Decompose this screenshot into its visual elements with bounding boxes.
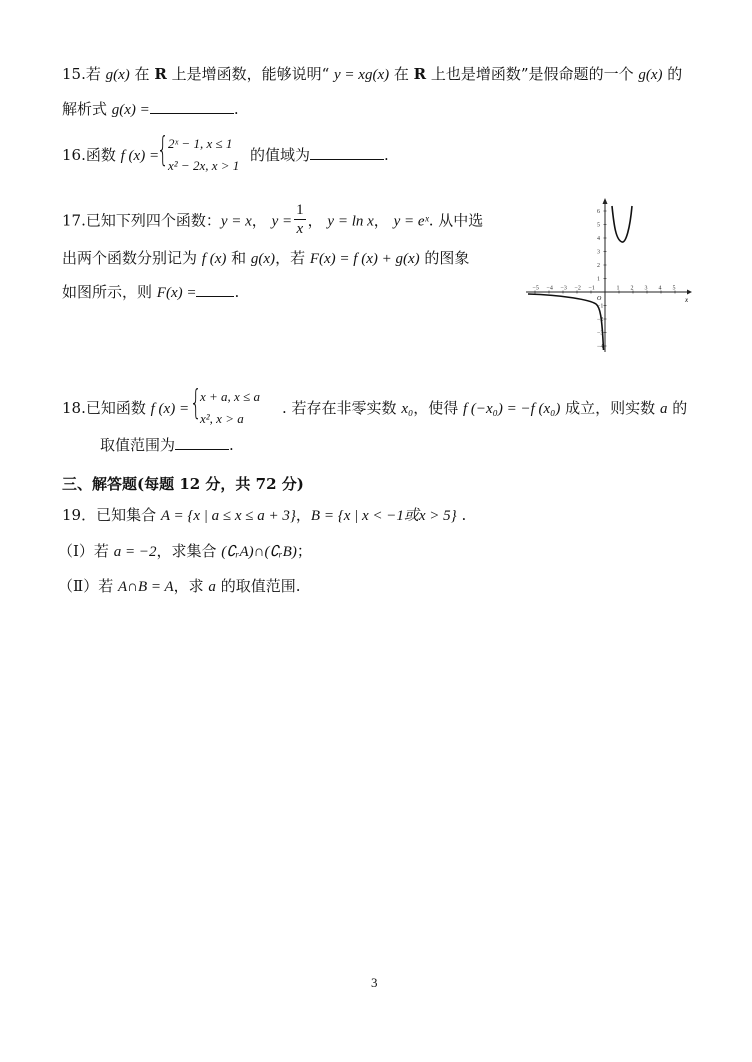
q16-line: 16.函数 f (x) = [62, 146, 160, 164]
y-tick-label: −4 [597, 344, 604, 350]
q18-case1: x + a, x ≤ a [200, 389, 260, 404]
x-axis-label: x [685, 296, 689, 304]
x-tick-label: 3 [644, 285, 648, 292]
answer-blank [150, 99, 234, 114]
y-tick-label: 4 [597, 236, 600, 242]
y-axis-arrow [603, 198, 608, 204]
q16-case1: 2ˣ − 1, x ≤ 1 [168, 136, 233, 151]
q15-line1: 15.若 g(x) 在 R 上是增函数，能够说明“ y = xg(x) 在 R 上也是增函数”是假命题的一个 g(x) 的 [62, 65, 683, 83]
curve-right-branch [612, 206, 632, 242]
q19-part1: （Ⅰ）若 a = −2，求集合 (∁ᵣA)∩(∁ᵣB)； [58, 542, 312, 560]
y-tick-label: −1 [597, 303, 604, 310]
q17-line2: 出两个函数分别记为 f (x) 和 g(x)，若 F(x) = f (x) + g(x) 的图象 [62, 249, 470, 267]
y-tick-label: −3 [597, 330, 604, 337]
y-tick-label: 2 [597, 263, 600, 269]
q17-line1: 17.已知下列四个函数：y = x， y = $\frac{1}{x}$ ， y = ln x， y = eˣ. 从中选 [62, 202, 484, 237]
y-tick-label: 1 [597, 276, 600, 283]
x-tick-label: 4 [658, 285, 662, 292]
q16-brace: { [156, 130, 169, 170]
x-tick-label: 5 [672, 285, 676, 292]
x-tick-label: −2 [574, 285, 581, 292]
x-tick-label: 2 [630, 285, 634, 292]
x-tick-label: −4 [546, 285, 553, 292]
q19-line1: 19．已知集合 A = {x | a ≤ x ≤ a + 3}，B = {x | x < −1或x > 5} . [62, 506, 467, 524]
origin-label: O [597, 296, 602, 302]
y-tick-label: 5 [597, 222, 600, 229]
x-tick-label: −3 [560, 285, 567, 292]
q18-line2: 取值范围为 . [100, 436, 234, 454]
section-heading: 三、解答题(每题 12 分，共 72 分) [62, 475, 304, 493]
q16-suffix: 的值域为 . [250, 146, 389, 164]
answer-blank [196, 282, 234, 297]
y-tick-label: −2 [597, 317, 604, 323]
page-number: 3 [371, 975, 378, 990]
x-tick-label: −5 [532, 285, 539, 292]
y-tick-label: 3 [597, 249, 600, 256]
q18-line1a: 18.已知函数 f (x) = [62, 399, 190, 417]
q18-brace: { [189, 383, 202, 423]
q15-line2: 解析式 g(x) = . [62, 100, 239, 118]
q16-case2: x² − 2x, x > 1 [168, 158, 240, 173]
q18-case2: x², x > a [200, 411, 244, 426]
q19-part2: （Ⅱ）若 A∩B = A，求 a 的取值范围. [58, 577, 301, 595]
y-tick-label: 6 [597, 209, 600, 215]
answer-blank [310, 145, 384, 160]
x-tick-label: −1 [588, 285, 595, 292]
answer-blank [175, 435, 229, 450]
function-graph [524, 196, 694, 356]
q17-line3: 如图所示，则 F(x) = . [62, 283, 240, 301]
q18-line1b: . 若存在非零实数 x₀，使得 f (−x₀) = −f (x₀) 成立，则实数 a 的 [282, 399, 688, 417]
curve-left-branch [528, 294, 604, 350]
x-axis-arrow [687, 290, 692, 295]
x-tick-label: 1 [616, 285, 620, 292]
